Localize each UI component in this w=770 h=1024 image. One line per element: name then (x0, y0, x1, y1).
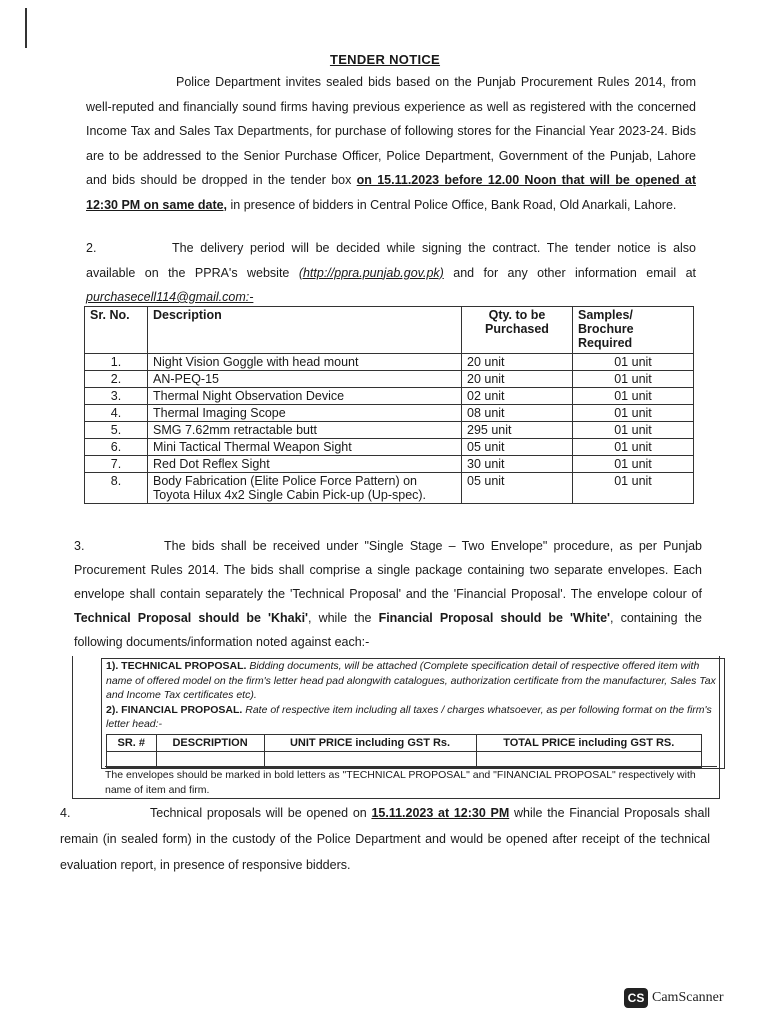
financial-proposal-colour: Financial Proposal should be 'White' (378, 611, 611, 625)
paragraph-4 (60, 800, 710, 878)
paragraph-4-text-b: while the Financial Proposals shall remain (in sealed form) in the custody of the Police Department and would be opened after receipt of the technical evaluation report, in presence of responsive bidders. (60, 806, 711, 872)
scan-margin-mark (25, 8, 27, 48)
table-row (85, 439, 694, 456)
price-header-sr: SR. # (107, 734, 157, 752)
cell-sr: 2. (85, 371, 148, 388)
paragraph-3 (74, 534, 702, 654)
cell-quantity: 20 unit (462, 371, 573, 388)
contact-email-link[interactable]: purchasecell114@gmail.com:- (86, 290, 254, 304)
cell-quantity: 05 unit (462, 473, 573, 504)
financial-proposal-block (106, 703, 720, 732)
cell-sr: 1. (85, 354, 148, 371)
technical-proposal-colour: Technical Proposal should be 'Khaki' (74, 611, 309, 625)
cell-quantity: 02 unit (462, 388, 573, 405)
header-sr-no: Sr. No. (85, 307, 148, 354)
opening-date: 15.11.2023 at 12:30 PM (371, 806, 510, 820)
submission-deadline: on 15.11.2023 before 12.00 Noon that will be opened at 12:30 PM on same date, (86, 173, 696, 212)
cell-description: Thermal Night Observation Device (148, 388, 462, 405)
table-row (85, 371, 694, 388)
price-header-description: DESCRIPTION (156, 734, 264, 752)
envelope-marking-note: The envelopes should be marked in bold letters as "TECHNICAL PROPOSAL" and "FINANCIAL PROPOSAL" respectively with name of item and firm. (105, 766, 717, 797)
cell-samples: 01 unit (573, 405, 694, 422)
cell-samples: 01 unit (573, 422, 694, 439)
table-row (85, 388, 694, 405)
cell-samples: 01 unit (573, 473, 694, 504)
paragraph-3-text-a: The bids shall be received under "Single Stage – Two Envelope" procedure, as per Punjab Procurement Rules 2014. The bids shall comprise a single package containing two separate envelopes. Each envelope shall contain separately the 'Technical Proposal' and the 'Financial Proposal'. The envelope colour of (74, 539, 702, 601)
cell-sr: 8. (85, 473, 148, 504)
cell-samples: 01 unit (573, 388, 694, 405)
financial-proposal-text: Rate of respective item including all taxes / charges whatsoever, as per following format on the firm's letter head:- (106, 703, 712, 730)
cell-description: AN-PEQ-15 (148, 371, 462, 388)
cell-description: Body Fabrication (Elite Police Force Pattern) on Toyota Hilux 4x2 Single Cabin Pick-up (Up-spec). (148, 473, 462, 504)
technical-proposal-text: Bidding documents, will be attached (Complete specification detail of respective offered item with name of offered model on the firm's letter head pad alongwith catalogues, authorization certificate from the manufacturer, Sales Tax and Income Tax certificates etc). (106, 660, 716, 701)
cell-sr: 7. (85, 456, 148, 473)
cell-samples: 01 unit (573, 456, 694, 473)
paragraph-2-text-a: The delivery period will be decided while signing the contract. The tender notice is also available on the PPRA's website (86, 241, 696, 280)
financial-proposal-label: 2). FINANCIAL PROPOSAL. (106, 703, 243, 716)
proposal-details (101, 658, 725, 769)
camscanner-watermark (624, 988, 724, 1008)
paragraph-2-text-b: and for any other information email at (453, 265, 697, 280)
table-row (85, 422, 694, 439)
paragraph-4-text-a: Technical proposals will be opened on (150, 806, 367, 820)
page-title: TENDER NOTICE (329, 52, 441, 67)
cell-description: SMG 7.62mm retractable butt (148, 422, 462, 439)
table-row (85, 354, 694, 371)
price-header-unit-price: UNIT PRICE including GST Rs. (264, 734, 476, 752)
paragraph-2 (86, 236, 696, 310)
technical-proposal-block (106, 659, 720, 703)
camscanner-logo-icon: CS (624, 988, 648, 1008)
cell-quantity: 05 unit (462, 439, 573, 456)
cell-quantity: 30 unit (462, 456, 573, 473)
cell-sr: 4. (85, 405, 148, 422)
cell-sr: 5. (85, 422, 148, 439)
cell-samples: 01 unit (573, 354, 694, 371)
cell-description: Thermal Imaging Scope (148, 405, 462, 422)
price-format-table (106, 734, 702, 769)
price-table-header (107, 734, 702, 752)
proposal-requirements-box (72, 656, 720, 799)
cell-sr: 6. (85, 439, 148, 456)
ppra-website-link[interactable]: (http://ppra.punjab.gov.pk) (298, 265, 444, 280)
cell-description: Night Vision Goggle with head mount (148, 354, 462, 371)
paragraph-3-text-b: , while the (308, 611, 372, 625)
cell-description: Red Dot Reflex Sight (148, 456, 462, 473)
items-table (84, 306, 694, 504)
paragraph-3-number: 3. (74, 539, 85, 553)
camscanner-text: CamScanner (652, 990, 724, 1005)
paragraph-1-text-b: in presence of bidders in Central Police Office, Bank Road, Old Anarkali, Lahore. (230, 197, 677, 212)
paragraph-1-text-a: Police Department invites sealed bids based on the Punjab Procurement Rules 2014, from well-reputed and financially sound firms having previous experience as well as registered with the concerned Income Tax and Sales Tax Departments, for purchase of following stores for the Financial Year 2023-24. Bids are to be addressed to the Senior Purchase Officer, Police Department, Government of the Punjab, Lahore and bids should be dropped in the tender box (86, 75, 696, 187)
technical-proposal-label: 1). TECHNICAL PROPOSAL. (106, 660, 247, 672)
cell-samples: 01 unit (573, 439, 694, 456)
cell-description: Mini Tactical Thermal Weapon Sight (148, 439, 462, 456)
header-description: Description (148, 307, 462, 354)
header-quantity: Qty. to be Purchased (462, 307, 573, 354)
cell-quantity: 20 unit (462, 354, 573, 371)
items-table-header (85, 307, 694, 354)
table-row (85, 473, 694, 504)
price-header-total-price: TOTAL PRICE including GST RS. (476, 734, 701, 752)
paragraph-3-text-c: , containing the following documents/information noted against each:- (74, 611, 703, 649)
table-row (85, 456, 694, 473)
cell-quantity: 295 unit (462, 422, 573, 439)
header-samples: Samples/ Brochure Required (573, 307, 694, 354)
paragraph-1 (86, 70, 696, 217)
cell-sr: 3. (85, 388, 148, 405)
paragraph-4-number: 4. (60, 806, 71, 820)
table-row (85, 405, 694, 422)
cell-quantity: 08 unit (462, 405, 573, 422)
paragraph-2-number: 2. (86, 241, 97, 255)
cell-samples: 01 unit (573, 371, 694, 388)
